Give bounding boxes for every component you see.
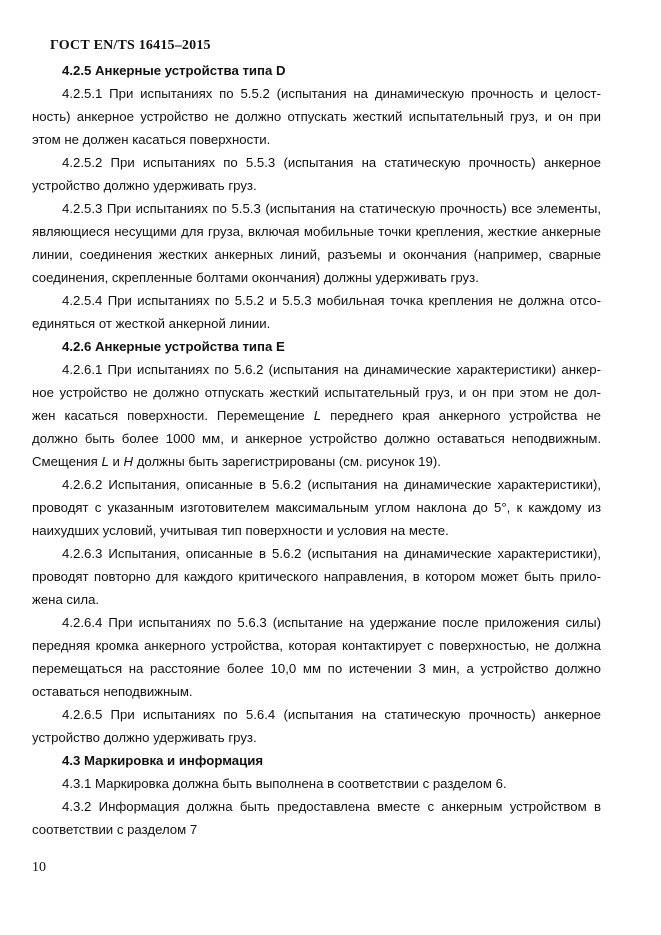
text-line: устройство должно удерживать груз. — [32, 730, 257, 745]
text-line: 4.2.5.2 При испытаниях по 5.5.3 (испытания на статическую прочность) анкерное — [62, 155, 601, 170]
text-line: 4.2.5.1 При испытаниях по 5.5.2 (испытания на динамическую прочность и целост- — [62, 86, 601, 101]
text-fragment: должны быть зарегистрированы (см. рисунок 19). — [136, 454, 441, 469]
text-line: устройство должно удерживать груз. — [32, 178, 257, 193]
text-line — [32, 453, 601, 470]
text-line: 4.2.6.2 Испытания, описанные в 5.6.2 (испытания на динамические характеристики), — [62, 477, 601, 492]
text-line: соответствии с разделом 7 — [32, 822, 198, 837]
page-number: 10 — [32, 860, 46, 875]
text-line: 4.3.1 Маркировка должна быть выполнена в соответствии с разделом 6. — [62, 776, 507, 791]
text-fragment: и — [112, 454, 120, 469]
section-heading-4-3: 4.3 Маркировка и информация — [62, 753, 264, 768]
text-line — [32, 407, 601, 424]
variable-L: L — [101, 454, 109, 469]
text-line: оставаться неподвижным. — [32, 684, 193, 699]
text-line: единяться от жесткой анкерной линии. — [32, 316, 271, 331]
text-line: 4.3.2 Информация должна быть предоставлена вместе с анкерным устройством в — [62, 799, 601, 814]
text-fragment: переднего края анкерного устройства не — [330, 408, 601, 423]
variable-H: H — [123, 454, 134, 469]
text-line: передняя кромка анкерного устройства, которая контактирует с поверхностью, не должна — [32, 638, 601, 653]
document-header: ГОСТ EN/TS 16415–2015 — [50, 38, 211, 53]
text-line: соединения, скрепленные болтами окончания) должны удерживать груз. — [32, 270, 479, 285]
variable-L: L — [313, 408, 322, 423]
text-line: 4.2.5.4 При испытаниях по 5.5.2 и 5.5.3 мобильная точка крепления не должна отсо- — [62, 293, 601, 308]
text-line: линии, соединения жестких анкерных линий, разъемы и окончания (например, сварные — [32, 247, 601, 262]
text-line: являющиеся несущими для груза, включая мобильные точки крепления, жесткие анкерные — [32, 224, 601, 239]
text-line: жена сила. — [32, 592, 100, 607]
text-line: 4.2.6.3 Испытания, описанные в 5.6.2 (испытания на динамические характеристики), — [62, 546, 601, 561]
text-line: перемещаться на расстояние более 10,0 мм по истечении 3 мин, а устройство должно — [32, 661, 601, 676]
text-line: 4.2.6.5 При испытаниях по 5.6.4 (испытания на статическую прочность) анкерное — [62, 707, 601, 722]
text-line: ность) анкерное устройство не должно отпускать жесткий испытательный груз, и он при — [32, 109, 601, 124]
text-line: 4.2.5.3 При испытаниях по 5.5.3 (испытания на статическую прочность) все элементы, — [62, 201, 601, 216]
text-line: 4.2.6.4 При испытаниях по 5.6.3 (испытание на удержание после приложения силы) — [62, 615, 601, 630]
text-line: ное устройство не должно отпускать жесткий испытательный груз, и он при этом не дол- — [32, 385, 601, 400]
text-fragment: жен касаться поверхности. Перемещение — [32, 408, 305, 423]
section-heading-4-2-5: 4.2.5 Анкерные устройства типа D — [62, 63, 286, 78]
text-line: проводят повторно для каждого критического направления, в котором может быть прило- — [32, 569, 601, 584]
text-fragment: Смещения — [32, 454, 98, 469]
text-line: 4.2.6.1 При испытаниях по 5.6.2 (испытания на динамические характеристики) анкер- — [62, 362, 601, 377]
text-line: этом не должен касаться поверхности. — [32, 132, 271, 147]
text-line: должно быть более 1000 мм, и анкерное устройство должно оставаться неподвижным. — [32, 431, 601, 446]
text-line: проводят с указанным изготовителем максимальным углом наклона до 5°, к каждому из — [32, 500, 601, 515]
section-heading-4-2-6: 4.2.6 Анкерные устройства типа E — [62, 339, 285, 354]
text-line: наихудших условий, учитывая тип поверхности и условия на месте. — [32, 523, 449, 538]
